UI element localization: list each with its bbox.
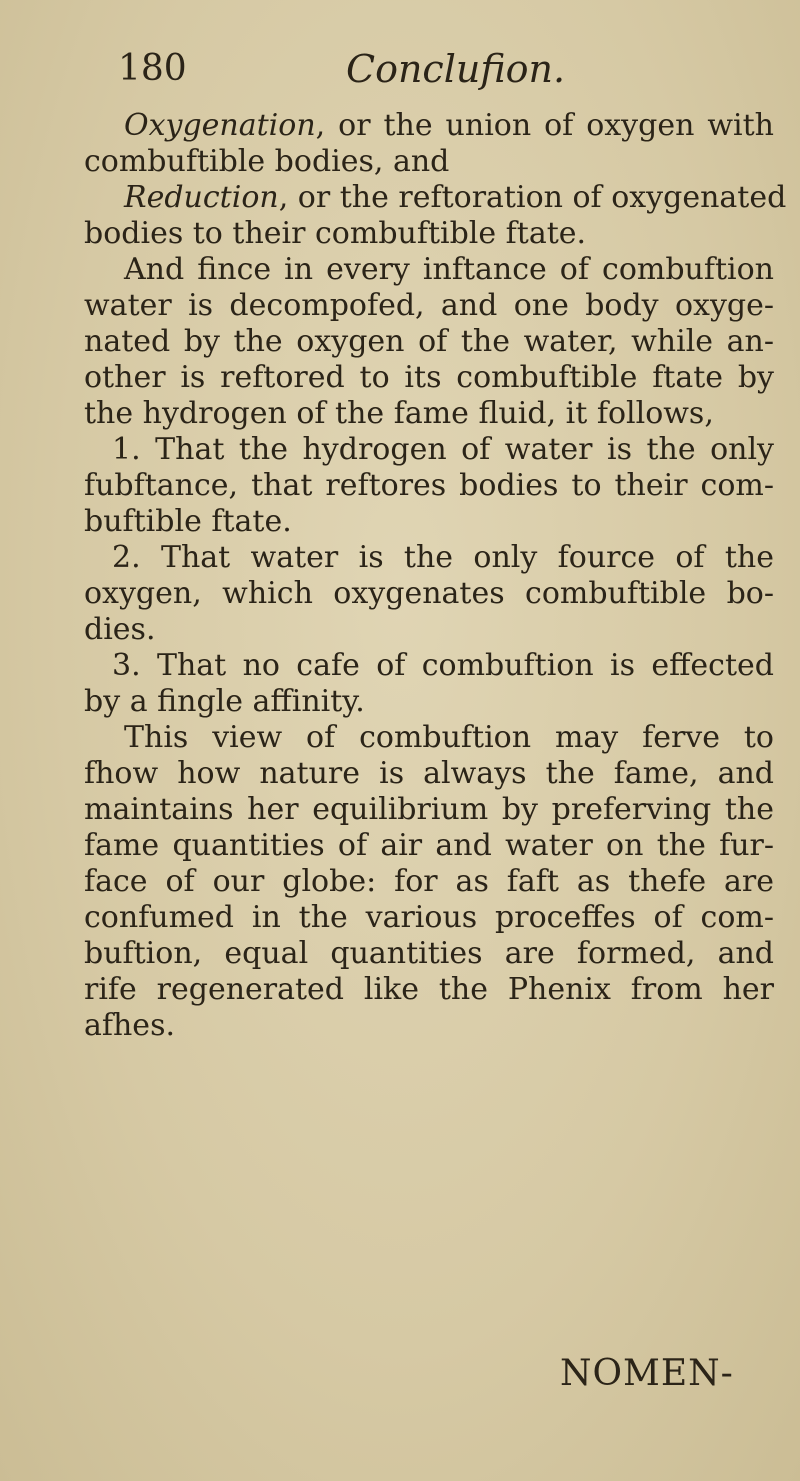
line-text: face of our globe: for as faft as thefe are [84, 864, 774, 899]
page-header [118, 44, 718, 94]
text-line [84, 504, 774, 540]
line-text: confumed in the various proceffes of com- [84, 900, 774, 935]
text-line [84, 432, 774, 468]
line-text: buftion, equal quantities are formed, and [84, 936, 774, 971]
line-text: by a fingle affinity. [84, 684, 365, 719]
line-text: the hydrogen of the fame fluid, it follows, [84, 396, 714, 431]
line-text: bodies to their combuftible ftate. [84, 216, 587, 251]
text-line [84, 1008, 774, 1044]
line-text: fame quantities of air and water on the fur- [84, 828, 774, 863]
text-line [84, 684, 774, 720]
text-line [84, 828, 774, 864]
text-line [84, 900, 774, 936]
line-text: rife regenerated like the Phenix from her [84, 972, 774, 1007]
line-text: dies. [84, 612, 156, 647]
line-text: 2. That water is the only fource of the [112, 540, 774, 575]
text-line [84, 972, 774, 1008]
line-text: oxygen, which oxygenates combuftible bo- [84, 576, 774, 611]
text-line [84, 720, 774, 756]
line-text: combuftible bodies, and [84, 144, 450, 179]
text-line [84, 252, 774, 288]
text-line [84, 792, 774, 828]
text-line [84, 612, 774, 648]
text-line [84, 324, 774, 360]
text-line [84, 468, 774, 504]
line-text: maintains her equilibrium by preferving the [84, 792, 774, 827]
text-line [84, 540, 774, 576]
text-line [84, 216, 774, 252]
line-text: buftible ftate. [84, 504, 292, 539]
line-text: 1. That the hydrogen of water is the only [112, 432, 774, 467]
text-line [84, 756, 774, 792]
body-text [84, 108, 787, 1044]
text-line [84, 396, 774, 432]
text-line [84, 864, 774, 900]
line-text: Reduction, or the reftoration of oxygenated [124, 180, 787, 215]
line-text: Oxygenation, or the union of oxygen with [124, 108, 774, 143]
page-number: 180 [118, 48, 187, 89]
text-line [84, 936, 774, 972]
line-text: This view of combuftion may ferve to [124, 720, 774, 755]
text-line [84, 108, 774, 144]
line-text: And fince in every inftance of combuftion [124, 252, 774, 287]
line-text: other is reftored to its combuftible ftate by [84, 360, 774, 395]
text-line [84, 576, 774, 612]
text-line [84, 360, 774, 396]
line-text: fubftance, that reftores bodies to their com- [84, 468, 774, 503]
text-line [84, 288, 774, 324]
text-line [84, 144, 774, 180]
line-text: afhes. [84, 1008, 175, 1043]
catchword: NOMEN- [560, 1353, 734, 1394]
line-text: water is decompofed, and one body oxyge- [84, 288, 774, 323]
line-text: 3. That no cafe of combuftion is effected [112, 648, 774, 683]
text-line [84, 648, 774, 684]
line-text: nated by the oxygen of the water, while an- [84, 324, 774, 359]
line-text: fhow how nature is always the fame, and [84, 756, 774, 791]
running-head: Conclufion. [346, 47, 566, 91]
text-line [84, 180, 787, 216]
